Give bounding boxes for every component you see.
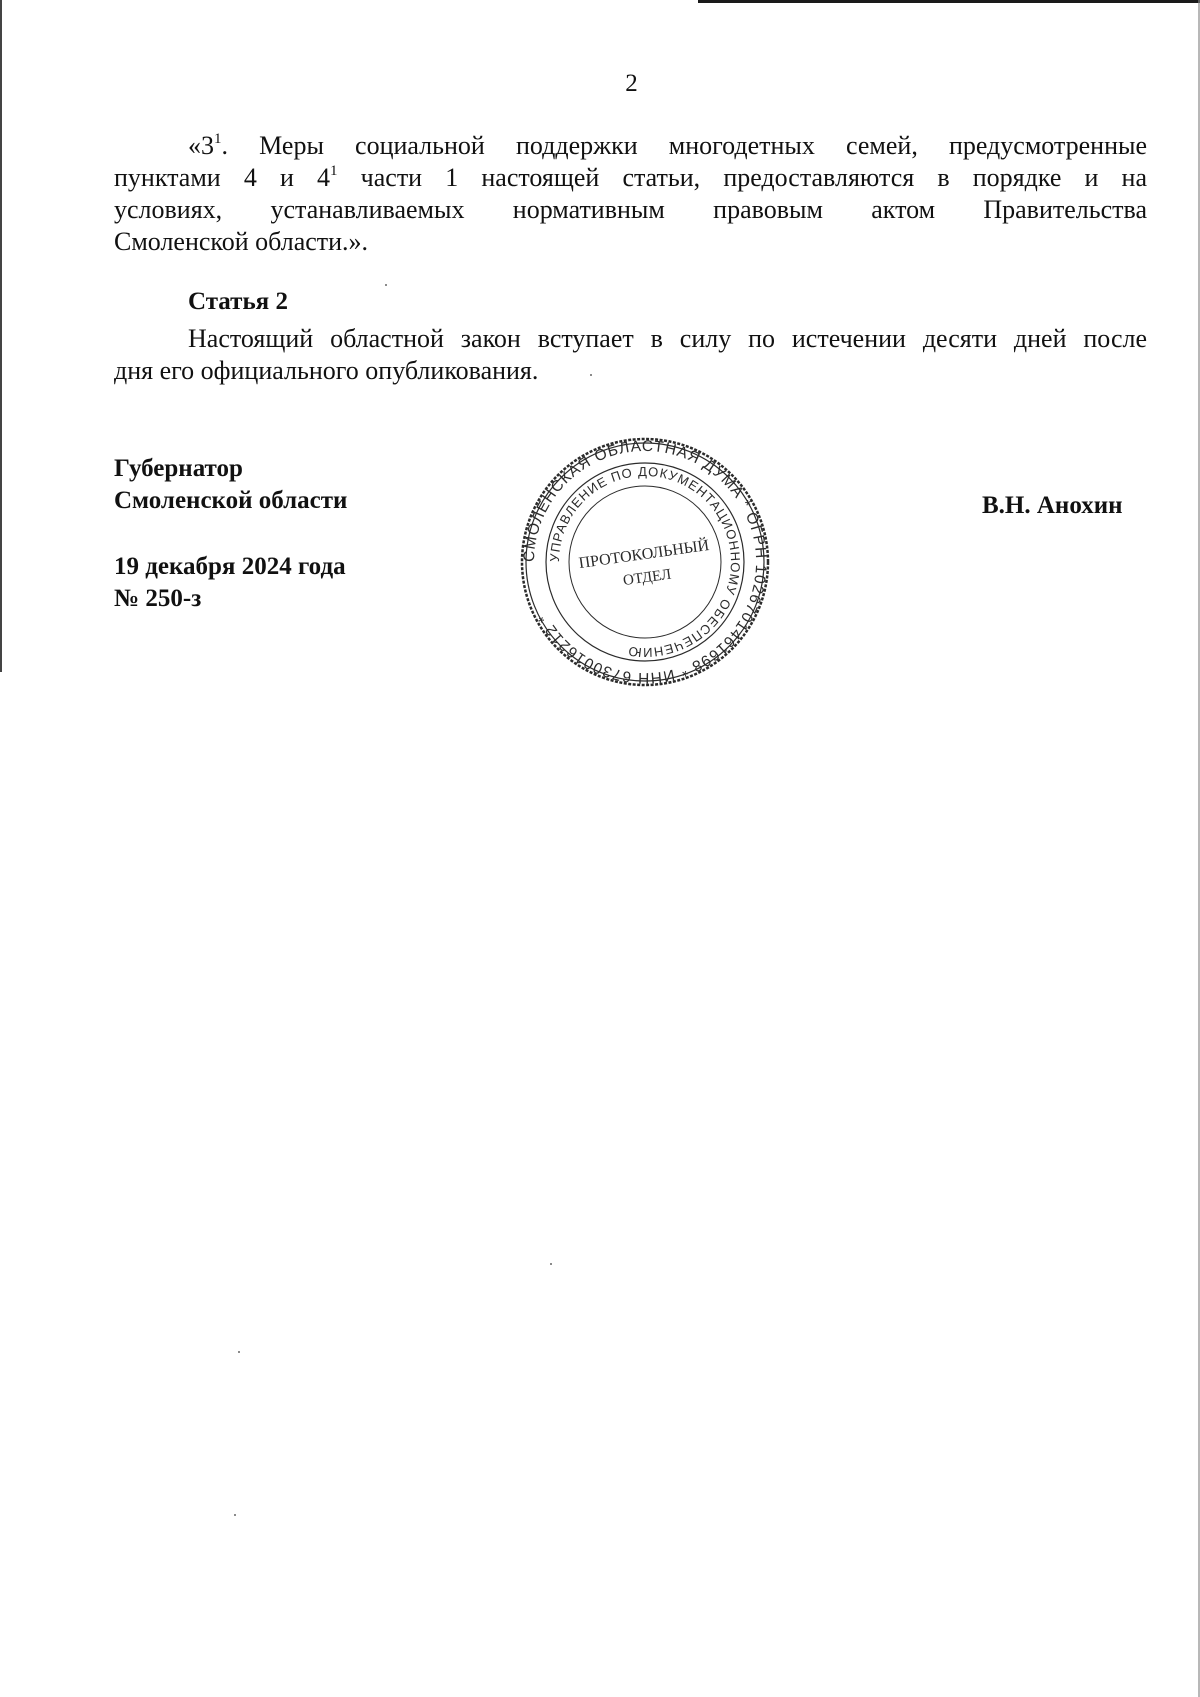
paragraph-line: Настоящий областной закон вступает в силу по истечении десяти дней после [188, 324, 1147, 353]
paragraph-line: условиях, устанавливаемых нормативным правовым актом Правительства [114, 195, 1147, 224]
scan-speck [238, 1351, 240, 1353]
scan-speck [234, 1514, 236, 1516]
scan-speck [385, 284, 387, 286]
law-date-number [114, 551, 346, 615]
scan-edge-left [0, 0, 2, 672]
signatory-name: В.Н. Анохин [982, 492, 1123, 519]
law-number: № 250-з [114, 585, 202, 612]
amendment-paragraph [114, 130, 1147, 258]
position-line: Губернатор [114, 455, 243, 482]
scan-speck [550, 1263, 552, 1265]
text-fragment: части 1 настоящей статьи, предоставляются в порядке и на [337, 163, 1147, 192]
paragraph-line: Смоленской области.». [114, 227, 369, 256]
page-number: 2 [625, 70, 638, 97]
article-paragraph [114, 323, 1147, 387]
official-seal [520, 437, 770, 687]
seal-inner-textpath: УПРАВЛЕНИЕ ПО ДОКУМЕНТАЦИОННОМУ ОБЕСПЕЧЕНИЮ [546, 463, 744, 661]
seal-center-line2: ОТДЕЛ [622, 566, 673, 590]
text-fragment: «3 [188, 131, 214, 160]
seal-center-line1: ПРОТОКОЛЬНЫЙ [577, 537, 711, 573]
seal-outer-textpath: СМОЛЕНСКАЯ ОБЛАСТНАЯ ДУМА * ОГРН 1026701461698 * ИНН 6730016212 * [520, 437, 770, 687]
paragraph-line [114, 130, 1147, 162]
superscript: 1 [330, 163, 338, 179]
scan-edge-top [698, 0, 1200, 3]
text-fragment: . Меры социальной поддержки многодетных семей, предусмотренные [221, 131, 1147, 160]
signatory-position [114, 453, 347, 517]
article-title: Статья 2 [188, 288, 288, 315]
text-fragment: пунктами 4 и 4 [114, 163, 331, 192]
paragraph-line: дня его официального опубликования. [114, 356, 539, 385]
superscript: 1 [214, 131, 222, 147]
law-date: 19 декабря 2024 года [114, 553, 346, 580]
paragraph-line [114, 162, 1147, 194]
position-line: Смоленской области [114, 487, 348, 514]
